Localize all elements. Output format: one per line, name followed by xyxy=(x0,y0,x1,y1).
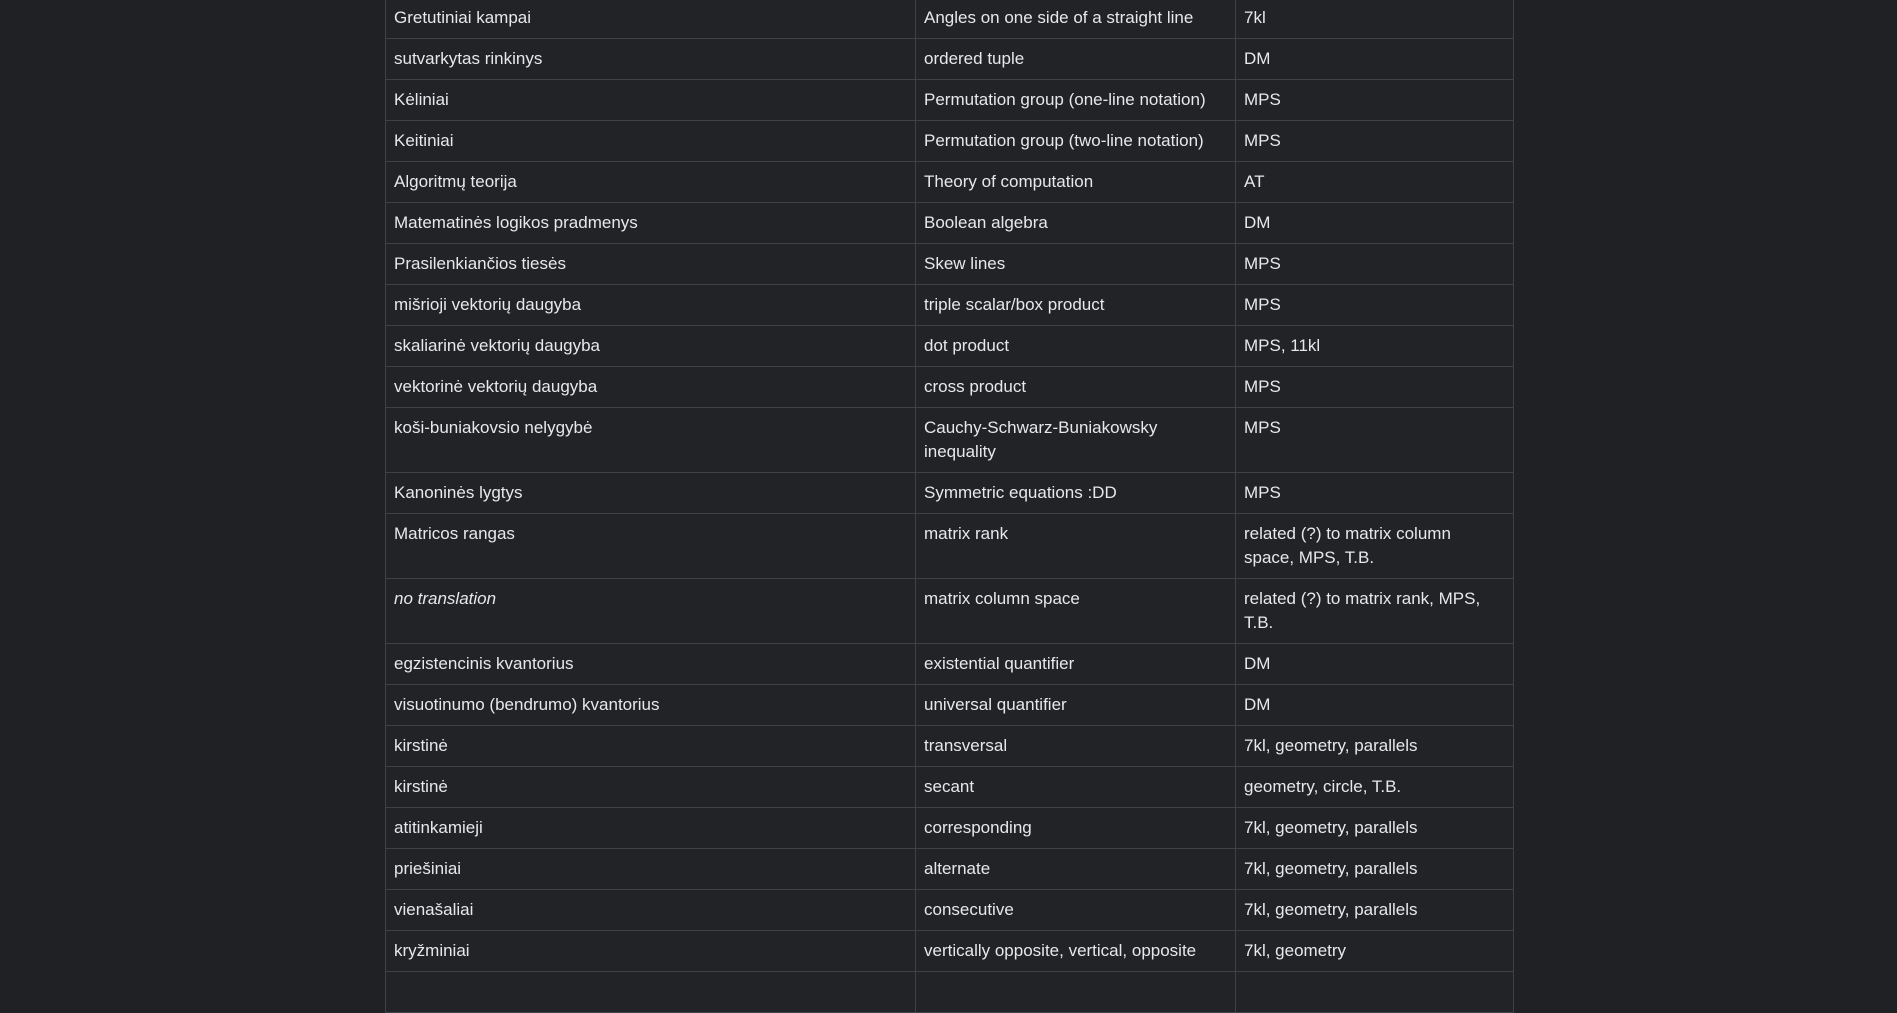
notes-cell: DM xyxy=(1236,644,1514,685)
lithuanian-term-cell: no translation xyxy=(386,579,916,644)
notes-cell: 7kl, geometry, parallels xyxy=(1236,849,1514,890)
lithuanian-term-cell: skaliarinė vektorių daugyba xyxy=(386,326,916,367)
lithuanian-term-cell: vektorinė vektorių daugyba xyxy=(386,367,916,408)
notes-cell: MPS xyxy=(1236,408,1514,473)
table-row xyxy=(386,326,1514,367)
notes-cell: DM xyxy=(1236,203,1514,244)
lithuanian-term-cell: mišrioji vektorių daugyba xyxy=(386,285,916,326)
table-row xyxy=(386,890,1514,931)
notes-cell: MPS, 11kl xyxy=(1236,326,1514,367)
english-term-cell: matrix rank xyxy=(916,514,1236,579)
table-row xyxy=(386,244,1514,285)
notes-cell: 7kl, geometry xyxy=(1236,931,1514,972)
english-term-cell: Theory of computation xyxy=(916,162,1236,203)
lithuanian-term-cell: priešiniai xyxy=(386,849,916,890)
lithuanian-term-cell: egzistencinis kvantorius xyxy=(386,644,916,685)
table-row xyxy=(386,685,1514,726)
notes-cell: MPS xyxy=(1236,285,1514,326)
lithuanian-term-cell: Matematinės logikos pradmenys xyxy=(386,203,916,244)
notes-cell: 7kl xyxy=(1236,0,1514,39)
table-row xyxy=(386,0,1514,39)
english-term-cell: consecutive xyxy=(916,890,1236,931)
notes-cell xyxy=(1236,972,1514,1013)
lithuanian-term-cell: kirstinė xyxy=(386,767,916,808)
notes-cell: 7kl, geometry, parallels xyxy=(1236,890,1514,931)
lithuanian-term-cell: visuotinumo (bendrumo) kvantorius xyxy=(386,685,916,726)
notes-cell: related (?) to matrix rank, MPS, T.B. xyxy=(1236,579,1514,644)
notes-cell: MPS xyxy=(1236,121,1514,162)
lithuanian-term-cell: Gretutiniai kampai xyxy=(386,0,916,39)
table-row xyxy=(386,644,1514,685)
table-row xyxy=(386,931,1514,972)
glossary-table-body xyxy=(386,0,1514,1013)
english-term-cell: Skew lines xyxy=(916,244,1236,285)
english-term-cell: transversal xyxy=(916,726,1236,767)
english-term-cell: ordered tuple xyxy=(916,39,1236,80)
notes-cell: DM xyxy=(1236,39,1514,80)
lithuanian-term-cell: kryžminiai xyxy=(386,931,916,972)
english-term-cell: vertically opposite, vertical, opposite xyxy=(916,931,1236,972)
lithuanian-term-cell: kirstinė xyxy=(386,726,916,767)
english-term-cell: universal quantifier xyxy=(916,685,1236,726)
english-term-cell: Symmetric equations :DD xyxy=(916,473,1236,514)
english-term-cell: secant xyxy=(916,767,1236,808)
english-term-cell: Permutation group (one-line notation) xyxy=(916,80,1236,121)
notes-cell: geometry, circle, T.B. xyxy=(1236,767,1514,808)
english-term-cell: corresponding xyxy=(916,808,1236,849)
notes-cell: MPS xyxy=(1236,367,1514,408)
notes-cell: DM xyxy=(1236,685,1514,726)
table-row xyxy=(386,203,1514,244)
table-row xyxy=(386,473,1514,514)
table-row xyxy=(386,39,1514,80)
glossary-table xyxy=(385,0,1514,1013)
lithuanian-term-cell: Kanoninės lygtys xyxy=(386,473,916,514)
table-row xyxy=(386,121,1514,162)
notes-cell: 7kl, geometry, parallels xyxy=(1236,808,1514,849)
table-row xyxy=(386,808,1514,849)
table-row xyxy=(386,80,1514,121)
table-row xyxy=(386,285,1514,326)
english-term-cell: Angles on one side of a straight line xyxy=(916,0,1236,39)
lithuanian-term-cell: koši-buniakovsio nelygybė xyxy=(386,408,916,473)
lithuanian-term-cell xyxy=(386,972,916,1013)
lithuanian-term-cell: vienašaliai xyxy=(386,890,916,931)
notes-cell: related (?) to matrix column space, MPS, T.B. xyxy=(1236,514,1514,579)
english-term-cell: cross product xyxy=(916,367,1236,408)
table-row xyxy=(386,972,1514,1013)
lithuanian-term-cell: Prasilenkiančios tiesės xyxy=(386,244,916,285)
english-term-cell: dot product xyxy=(916,326,1236,367)
notes-cell: MPS xyxy=(1236,244,1514,285)
table-row xyxy=(386,849,1514,890)
english-term-cell: alternate xyxy=(916,849,1236,890)
english-term-cell: Permutation group (two-line notation) xyxy=(916,121,1236,162)
lithuanian-term-cell: Keitiniai xyxy=(386,121,916,162)
english-term-cell: Cauchy-Schwarz-Buniakowsky inequality xyxy=(916,408,1236,473)
table-row xyxy=(386,162,1514,203)
notes-cell: MPS xyxy=(1236,80,1514,121)
table-row xyxy=(386,579,1514,644)
lithuanian-term-cell: atitinkamieji xyxy=(386,808,916,849)
lithuanian-term-cell: sutvarkytas rinkinys xyxy=(386,39,916,80)
english-term-cell: matrix column space xyxy=(916,579,1236,644)
english-term-cell xyxy=(916,972,1236,1013)
table-row xyxy=(386,767,1514,808)
lithuanian-term-cell: Matricos rangas xyxy=(386,514,916,579)
glossary-table-container xyxy=(385,0,1513,1013)
lithuanian-term-cell: Kėliniai xyxy=(386,80,916,121)
table-row xyxy=(386,367,1514,408)
english-term-cell: Boolean algebra xyxy=(916,203,1236,244)
english-term-cell: existential quantifier xyxy=(916,644,1236,685)
english-term-cell: triple scalar/box product xyxy=(916,285,1236,326)
notes-cell: 7kl, geometry, parallels xyxy=(1236,726,1514,767)
notes-cell: AT xyxy=(1236,162,1514,203)
table-row xyxy=(386,726,1514,767)
table-row xyxy=(386,408,1514,473)
notes-cell: MPS xyxy=(1236,473,1514,514)
table-row xyxy=(386,514,1514,579)
lithuanian-term-cell: Algoritmų teorija xyxy=(386,162,916,203)
